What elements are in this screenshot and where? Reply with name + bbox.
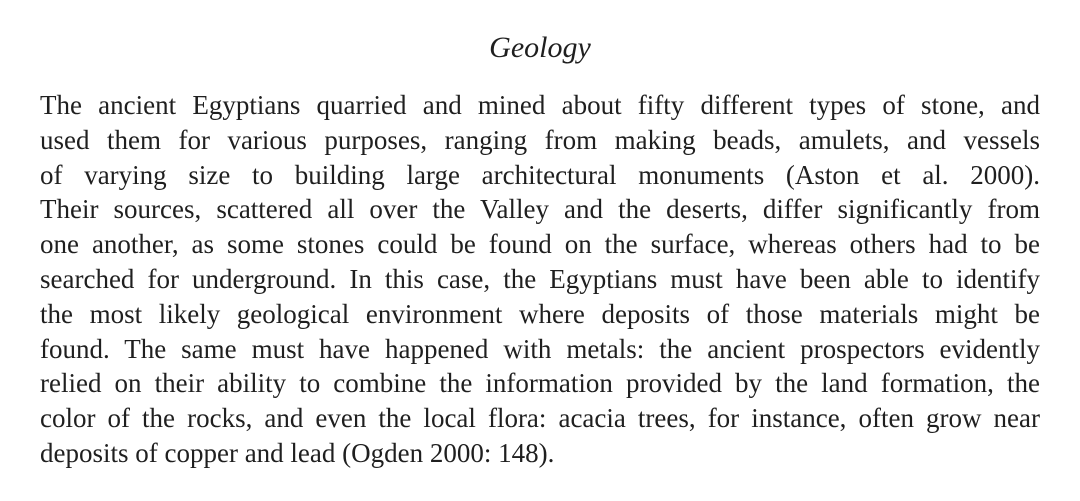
paragraph-line: deposits of copper and lead (Ogden 2000: 148). xyxy=(40,437,555,468)
paragraph-line: relied on their ability to combine the information provided by the land formation, the xyxy=(40,368,1040,399)
paragraph xyxy=(40,88,1040,471)
paragraph-line: Their sources, scattered all over the Valley and the deserts, differ significantly from xyxy=(40,194,1040,225)
paragraph-line: found. The same must have happened with metals: the ancient prospectors evidently xyxy=(40,333,1040,364)
paragraph-line: the most likely geological environment where deposits of those materials might be xyxy=(40,298,1040,329)
paragraph-line: The ancient Egyptians quarried and mined about fifty different types of stone, and xyxy=(40,90,1040,120)
paragraph-line: color of the rocks, and even the local flora: acacia trees, for instance, often grow near xyxy=(40,403,1040,434)
section-heading: Geology xyxy=(489,31,591,64)
paragraph-line: of varying size to building large architectural monuments (Aston et al. 2000). xyxy=(40,159,1040,190)
paragraph-line: searched for underground. In this case, the Egyptians must have been able to identify xyxy=(40,263,1040,294)
paragraph-line: one another, as some stones could be found on the surface, whereas others had to be xyxy=(40,229,1040,260)
paragraph-line: used them for various purposes, ranging from making beads, amulets, and vessels xyxy=(40,124,1040,155)
